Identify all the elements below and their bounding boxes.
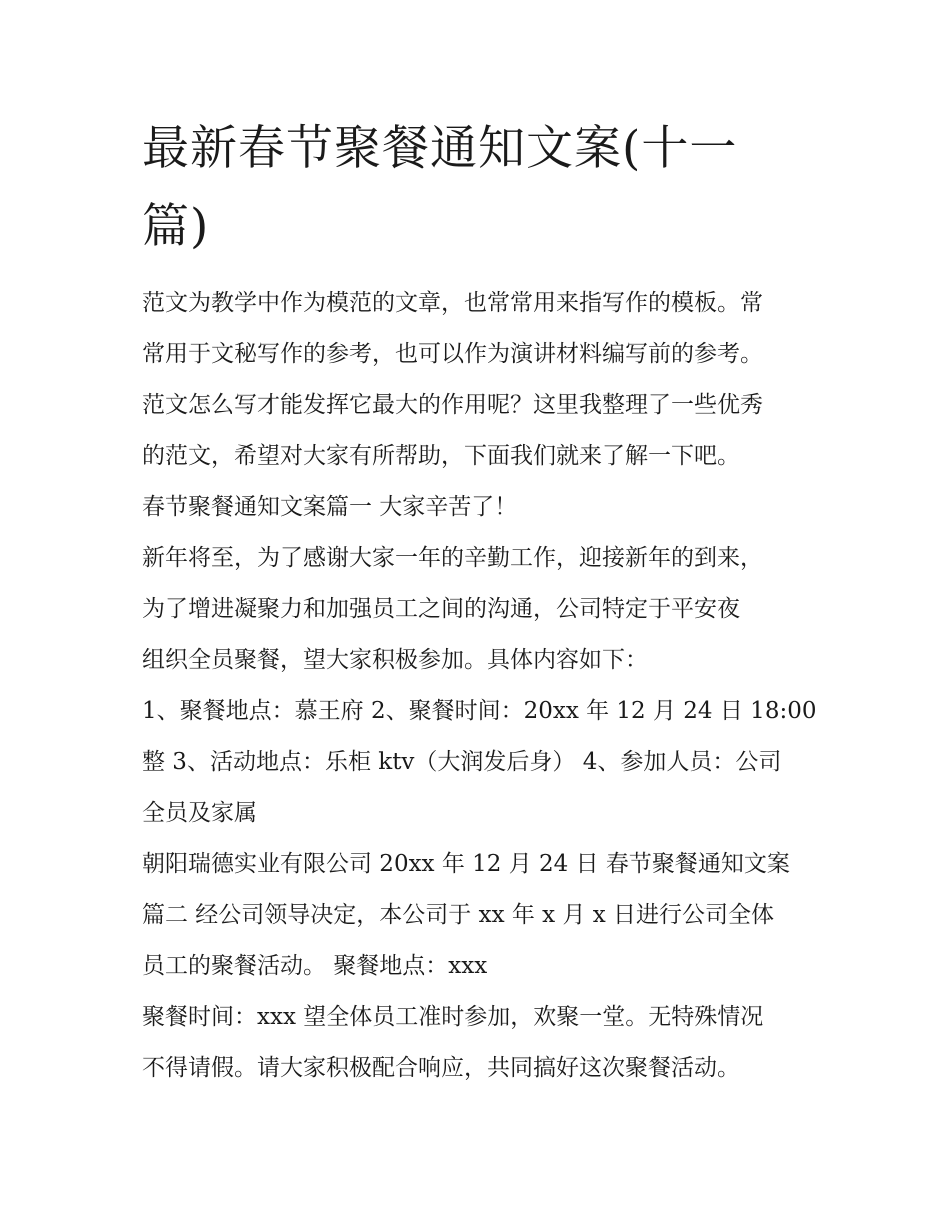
title-line-1: 最新春节聚餐通知文案(十一 [142, 121, 738, 176]
details-line: 整 3、活动地点：乐柜 ktv（大润发后身） 4、参加人员：公司 [142, 749, 782, 775]
paragraph-line: 篇二 经公司领导决定，本公司于 xx 年 x 月 x 日进行公司全体 [142, 902, 775, 928]
paragraph-line: 为了增进凝聚力和加强员工之间的沟通，公司特定于平安夜 [142, 596, 740, 622]
paragraph-line: 新年将至，为了感谢大家一年的辛勤工作，迎接新年的到来， [142, 545, 763, 571]
paragraph-line: 朝阳瑞德实业有限公司 20xx 年 12 月 24 日 春节聚餐通知文案 [142, 851, 790, 877]
paragraph-line: 聚餐时间：xxx 望全体员工准时参加，欢聚一堂。无特殊情况 [142, 1004, 764, 1030]
paragraph-line: 范文怎么写才能发挥它最大的作用呢？这里我整理了一些优秀 [142, 392, 763, 418]
document-body [142, 278, 822, 1094]
paragraph-line: 员工的聚餐活动。 聚餐地点：xxx [142, 953, 488, 979]
paragraph-line: 组织全员聚餐，望大家积极参加。具体内容如下： [142, 647, 648, 673]
document-title [142, 110, 822, 266]
paragraph-line: 的范文，希望对大家有所帮助，下面我们就来了解一下吧。 [142, 443, 740, 469]
section-heading-line: 春节聚餐通知文案篇一 大家辛苦了！ [142, 494, 518, 520]
details-line: 全员及家属 [142, 800, 257, 826]
title-line-2: 篇) [142, 199, 210, 254]
paragraph-line: 不得请假。请大家积极配合响应，共同搞好这次聚餐活动。 [142, 1055, 740, 1081]
paragraph-line: 常用于文秘写作的参考，也可以作为演讲材料编写前的参考。 [142, 341, 763, 367]
paragraph-line: 范文为教学中作为模范的文章，也常常用来指写作的模板。常 [142, 290, 763, 316]
details-line: 1、聚餐地点：慕王府 2、聚餐时间：20xx 年 12 月 24 日 18:00 [142, 698, 817, 724]
